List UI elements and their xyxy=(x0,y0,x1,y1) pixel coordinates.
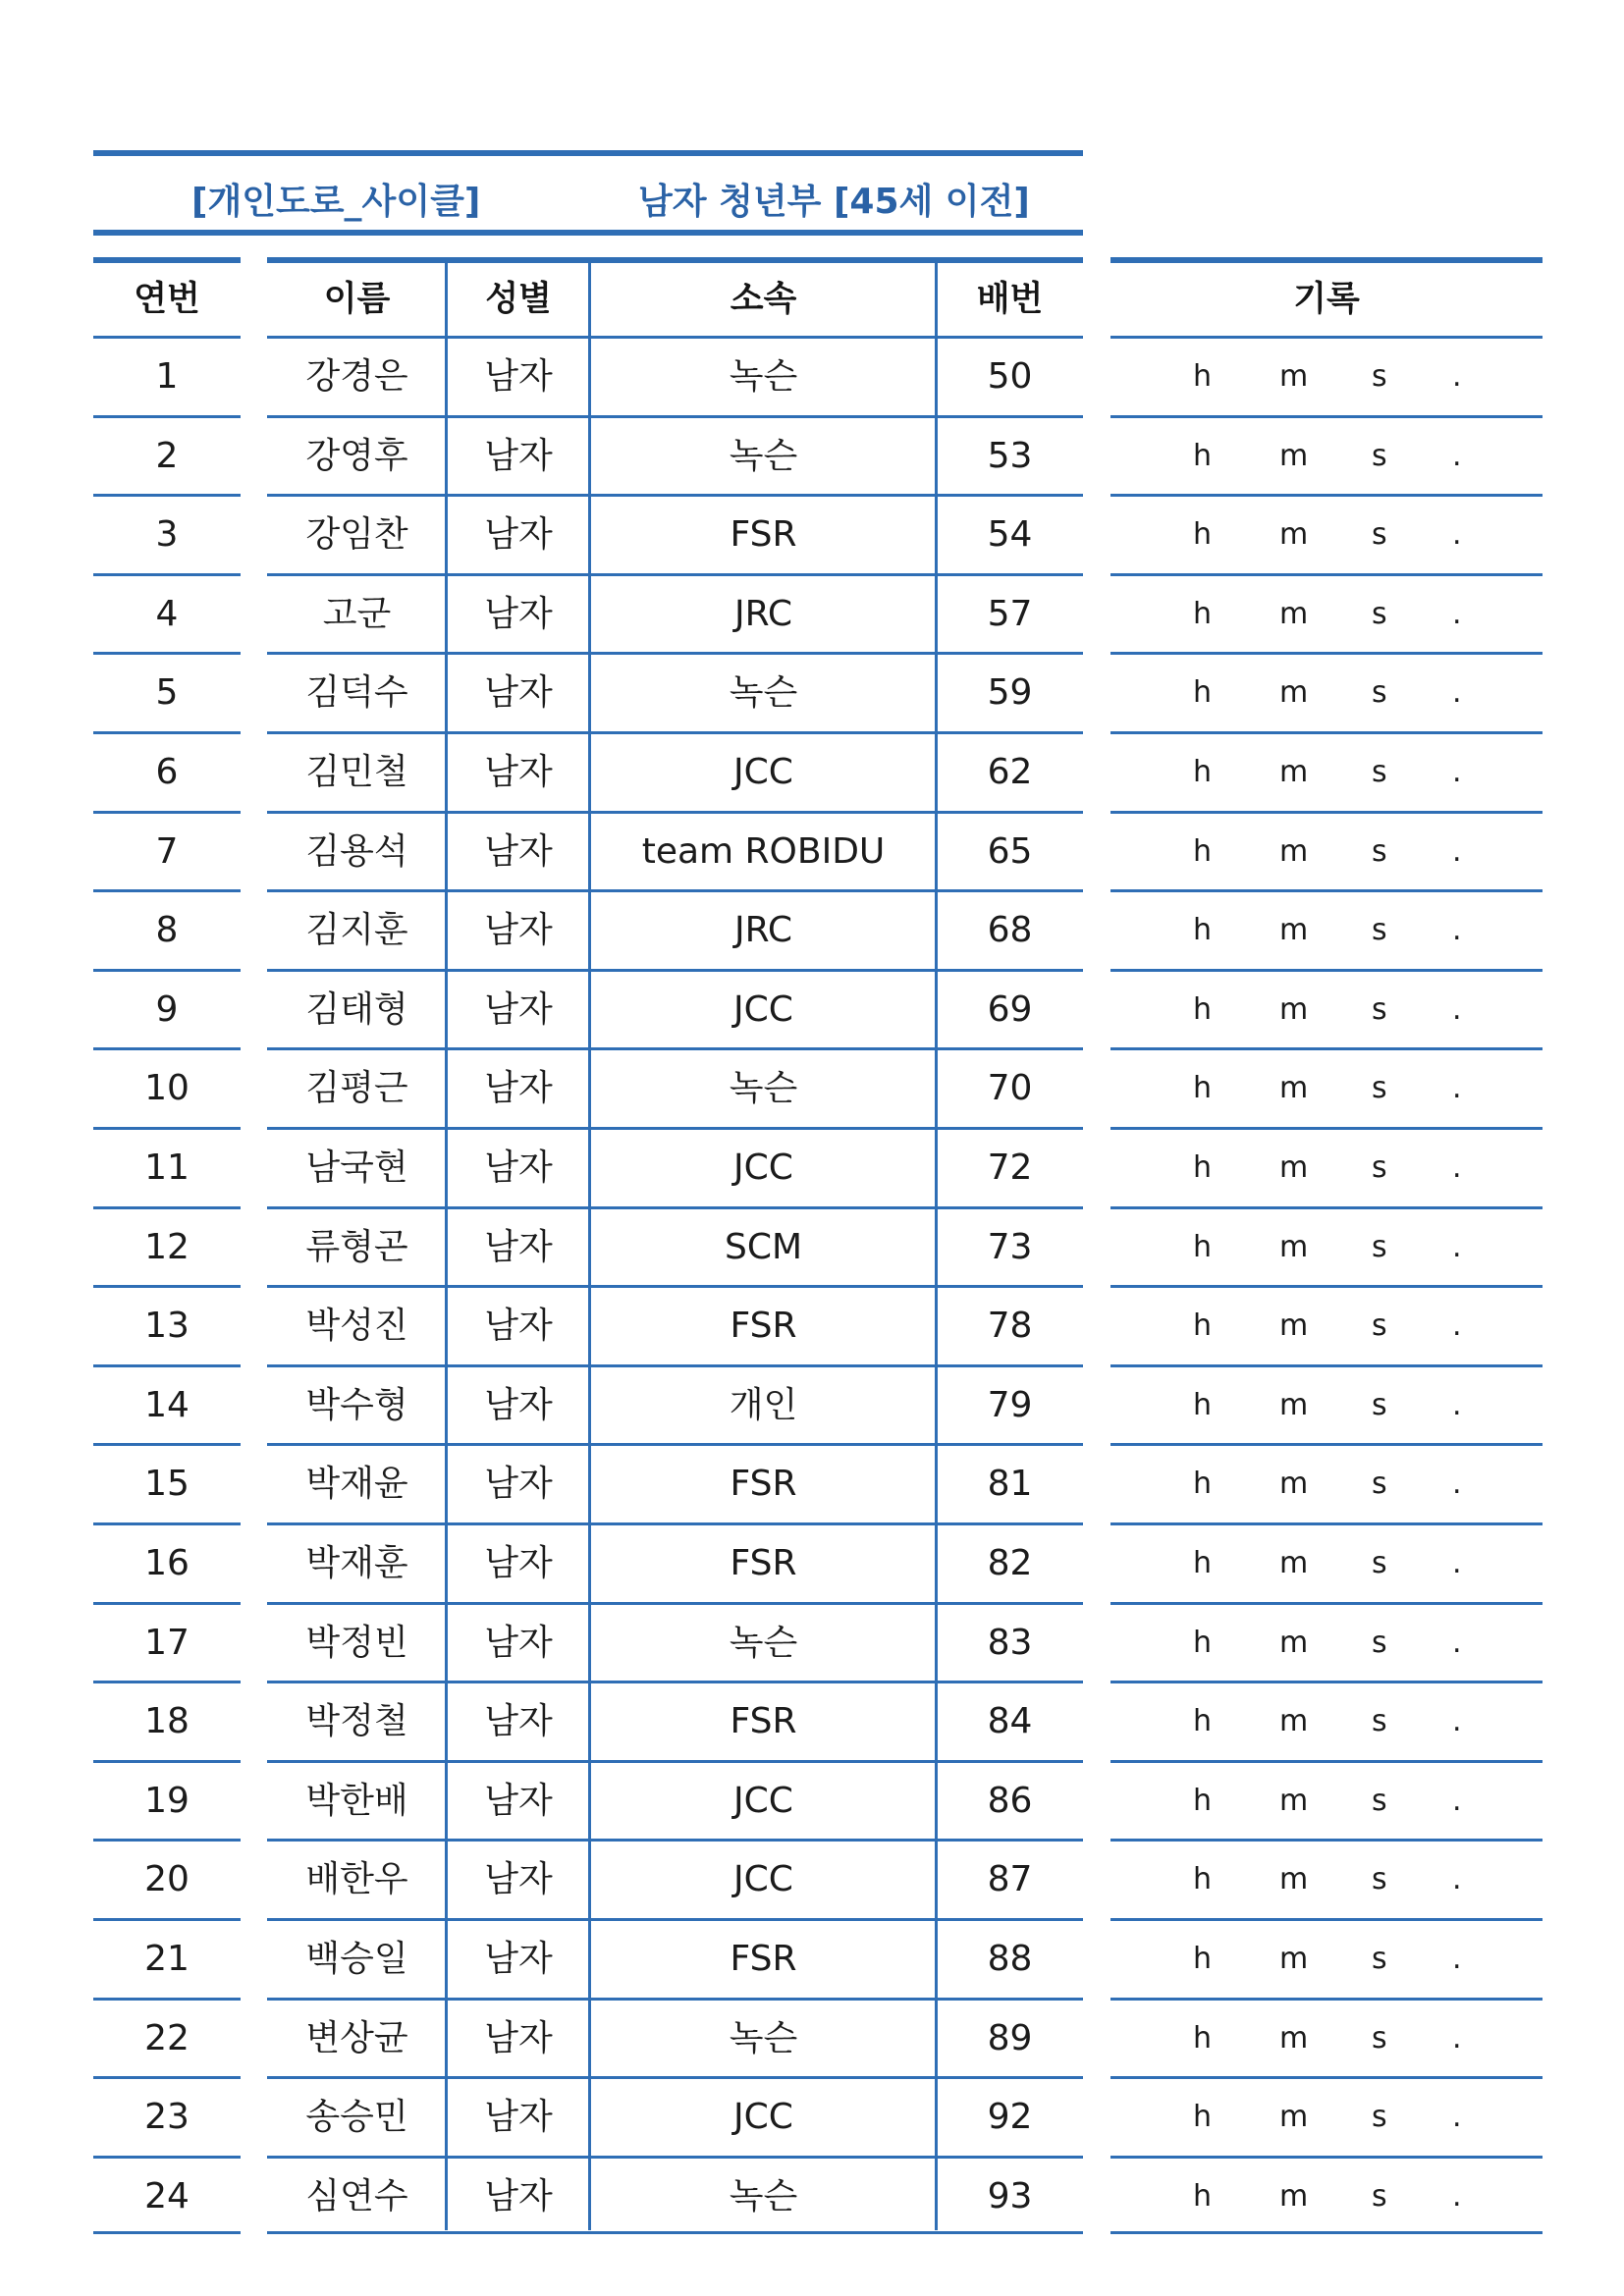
cell-gender: 남자 xyxy=(447,1047,590,1127)
record-decimal-point: . xyxy=(1452,2178,1462,2214)
record-hours-unit: h xyxy=(1193,2020,1213,2056)
cell-no: 15 xyxy=(93,1443,241,1522)
cell-team: 녹슨 xyxy=(590,1047,937,1127)
cell-team: JCC xyxy=(590,1127,937,1206)
record-minutes-unit: m xyxy=(1279,755,1309,789)
record-minutes-unit: m xyxy=(1279,2100,1309,2135)
record-minutes-unit: m xyxy=(1279,675,1309,711)
record-decimal-point: . xyxy=(1452,1387,1462,1422)
cell-name: 박재훈 xyxy=(267,1522,447,1602)
cell-no: 7 xyxy=(93,811,241,890)
record-decimal-point: . xyxy=(1452,1704,1462,1739)
cell-record[interactable] xyxy=(1110,1839,1543,1918)
record-minutes-unit: m xyxy=(1279,991,1309,1027)
record-hours-unit: h xyxy=(1193,1071,1213,1106)
cell-bib: 89 xyxy=(937,1998,1083,2077)
header-team: 소속 xyxy=(590,257,937,336)
cell-team: 녹슨 xyxy=(590,652,937,731)
record-hours-unit: h xyxy=(1193,1467,1213,1502)
cell-name: 심연수 xyxy=(267,2156,447,2235)
cell-record[interactable] xyxy=(1110,1681,1543,1760)
cell-record[interactable] xyxy=(1110,1206,1543,1286)
cell-name: 배한우 xyxy=(267,1839,447,1918)
cell-gender: 남자 xyxy=(447,1602,590,1682)
cell-name: 류형곤 xyxy=(267,1206,447,1286)
cell-name: 강경은 xyxy=(267,336,447,415)
divider-name-gender xyxy=(445,257,448,2230)
cell-bib: 70 xyxy=(937,1047,1083,1127)
cell-no: 19 xyxy=(93,1760,241,1840)
header-record: 기록 xyxy=(1110,257,1543,336)
cell-record[interactable] xyxy=(1110,336,1543,415)
record-hours-unit: h xyxy=(1193,991,1213,1027)
record-decimal-point: . xyxy=(1452,991,1462,1027)
record-minutes-unit: m xyxy=(1279,1704,1309,1739)
record-hours-unit: h xyxy=(1193,675,1213,711)
cell-team: 녹슨 xyxy=(590,2156,937,2235)
cell-no: 3 xyxy=(93,494,241,573)
cell-no: 24 xyxy=(93,2156,241,2235)
cell-record[interactable] xyxy=(1110,969,1543,1048)
record-minutes-unit: m xyxy=(1279,1229,1309,1264)
record-hours-unit: h xyxy=(1193,1783,1213,1818)
cell-bib: 68 xyxy=(937,889,1083,969)
cell-name: 박정빈 xyxy=(267,1602,447,1682)
cell-bib: 82 xyxy=(937,1522,1083,1602)
record-minutes-unit: m xyxy=(1279,438,1309,473)
record-hours-unit: h xyxy=(1193,2178,1213,2214)
record-seconds-unit: s xyxy=(1372,359,1387,394)
cell-bib: 73 xyxy=(937,1206,1083,1286)
record-decimal-point: . xyxy=(1452,1308,1462,1344)
record-minutes-unit: m xyxy=(1279,1546,1309,1580)
cell-bib: 84 xyxy=(937,1681,1083,1760)
record-seconds-unit: s xyxy=(1372,1546,1387,1580)
cell-gender: 남자 xyxy=(447,1998,590,2077)
cell-team: JCC xyxy=(590,731,937,811)
cell-record[interactable] xyxy=(1110,1602,1543,1682)
cell-bib: 81 xyxy=(937,1443,1083,1522)
record-minutes-unit: m xyxy=(1279,1308,1309,1344)
record-seconds-unit: s xyxy=(1372,833,1387,869)
record-decimal-point: . xyxy=(1452,755,1462,789)
cell-gender: 남자 xyxy=(447,1760,590,1840)
cell-name: 송승민 xyxy=(267,2076,447,2156)
record-seconds-unit: s xyxy=(1372,675,1387,711)
record-decimal-point: . xyxy=(1452,1783,1462,1818)
record-hours-unit: h xyxy=(1193,438,1213,473)
cell-record[interactable] xyxy=(1110,1364,1543,1444)
cell-record[interactable] xyxy=(1110,1047,1543,1127)
record-seconds-unit: s xyxy=(1372,596,1387,631)
cell-name: 변상균 xyxy=(267,1998,447,2077)
record-minutes-unit: m xyxy=(1279,913,1309,948)
cell-bib: 65 xyxy=(937,811,1083,890)
record-minutes-unit: m xyxy=(1279,833,1309,869)
record-decimal-point: . xyxy=(1452,1071,1462,1106)
record-minutes-unit: m xyxy=(1279,1942,1309,1976)
record-hours-unit: h xyxy=(1193,755,1213,789)
cell-gender: 남자 xyxy=(447,494,590,573)
record-hours-unit: h xyxy=(1193,833,1213,869)
record-seconds-unit: s xyxy=(1372,1308,1387,1344)
cell-gender: 남자 xyxy=(447,889,590,969)
cell-bib: 72 xyxy=(937,1127,1083,1206)
cell-team: 개인 xyxy=(590,1364,937,1444)
cell-record[interactable] xyxy=(1110,1760,1543,1840)
cell-no: 22 xyxy=(93,1998,241,2077)
record-seconds-unit: s xyxy=(1372,517,1387,553)
record-minutes-unit: m xyxy=(1279,2178,1309,2214)
cell-name: 백승일 xyxy=(267,1918,447,1998)
cell-name: 김용석 xyxy=(267,811,447,890)
cell-bib: 87 xyxy=(937,1839,1083,1918)
cell-name: 김지훈 xyxy=(267,889,447,969)
record-minutes-unit: m xyxy=(1279,517,1309,553)
cell-no: 17 xyxy=(93,1602,241,1682)
cell-team: JCC xyxy=(590,2076,937,2156)
cell-name: 고군 xyxy=(267,573,447,653)
record-hours-unit: h xyxy=(1193,1387,1213,1422)
cell-record[interactable] xyxy=(1110,494,1543,573)
record-minutes-unit: m xyxy=(1279,2020,1309,2056)
record-minutes-unit: m xyxy=(1279,1071,1309,1106)
record-decimal-point: . xyxy=(1452,675,1462,711)
cell-name: 박수형 xyxy=(267,1364,447,1444)
cell-bib: 92 xyxy=(937,2076,1083,2156)
record-hours-unit: h xyxy=(1193,596,1213,631)
record-decimal-point: . xyxy=(1452,359,1462,394)
record-hours-unit: h xyxy=(1193,1308,1213,1344)
cell-bib: 93 xyxy=(937,2156,1083,2235)
record-hours-unit: h xyxy=(1193,1150,1213,1185)
cell-bib: 78 xyxy=(937,1285,1083,1364)
cell-no: 2 xyxy=(93,415,241,495)
record-seconds-unit: s xyxy=(1372,1387,1387,1422)
cell-team: JCC xyxy=(590,1760,937,1840)
record-minutes-unit: m xyxy=(1279,1862,1309,1897)
cell-no: 10 xyxy=(93,1047,241,1127)
cell-name: 강임찬 xyxy=(267,494,447,573)
cell-team: 녹슨 xyxy=(590,415,937,495)
record-minutes-unit: m xyxy=(1279,1150,1309,1185)
cell-team: FSR xyxy=(590,1681,937,1760)
cell-bib: 88 xyxy=(937,1918,1083,1998)
cell-no: 6 xyxy=(93,731,241,811)
record-seconds-unit: s xyxy=(1372,1467,1387,1502)
record-seconds-unit: s xyxy=(1372,755,1387,789)
cell-record[interactable] xyxy=(1110,1443,1543,1522)
cell-team: 녹슨 xyxy=(590,336,937,415)
cell-record[interactable] xyxy=(1110,2156,1543,2235)
cell-team: 녹슨 xyxy=(590,1998,937,2077)
cell-gender: 남자 xyxy=(447,1285,590,1364)
record-hours-unit: h xyxy=(1193,517,1213,553)
record-seconds-unit: s xyxy=(1372,1625,1387,1660)
cell-gender: 남자 xyxy=(447,652,590,731)
record-seconds-unit: s xyxy=(1372,1783,1387,1818)
record-hours-unit: h xyxy=(1193,359,1213,394)
record-decimal-point: . xyxy=(1452,1862,1462,1897)
cell-record[interactable] xyxy=(1110,1127,1543,1206)
header-name: 이름 xyxy=(267,257,447,336)
title-block xyxy=(93,150,1083,236)
cell-no: 14 xyxy=(93,1364,241,1444)
record-seconds-unit: s xyxy=(1372,1862,1387,1897)
cell-record[interactable] xyxy=(1110,2076,1543,2156)
cell-no: 11 xyxy=(93,1127,241,1206)
cell-no: 4 xyxy=(93,573,241,653)
cell-gender: 남자 xyxy=(447,415,590,495)
cell-bib: 83 xyxy=(937,1602,1083,1682)
record-hours-unit: h xyxy=(1193,913,1213,948)
cell-no: 23 xyxy=(93,2076,241,2156)
cell-no: 13 xyxy=(93,1285,241,1364)
cell-gender: 남자 xyxy=(447,1918,590,1998)
record-seconds-unit: s xyxy=(1372,2178,1387,2214)
record-seconds-unit: s xyxy=(1372,1942,1387,1976)
cell-gender: 남자 xyxy=(447,336,590,415)
cell-gender: 남자 xyxy=(447,811,590,890)
cell-no: 18 xyxy=(93,1681,241,1760)
cell-gender: 남자 xyxy=(447,731,590,811)
cell-name: 박한배 xyxy=(267,1760,447,1840)
cell-name: 김덕수 xyxy=(267,652,447,731)
cell-record[interactable] xyxy=(1110,811,1543,890)
cell-team: team ROBIDU xyxy=(590,811,937,890)
record-decimal-point: . xyxy=(1452,2100,1462,2135)
record-minutes-unit: m xyxy=(1279,1467,1309,1502)
record-hours-unit: h xyxy=(1193,1942,1213,1976)
divider-gender-team xyxy=(588,257,591,2230)
record-minutes-unit: m xyxy=(1279,1783,1309,1818)
cell-gender: 남자 xyxy=(447,969,590,1048)
cell-no: 1 xyxy=(93,336,241,415)
record-decimal-point: . xyxy=(1452,833,1462,869)
cell-name: 박재윤 xyxy=(267,1443,447,1522)
record-seconds-unit: s xyxy=(1372,2020,1387,2056)
cell-no: 16 xyxy=(93,1522,241,1602)
cell-team: FSR xyxy=(590,1918,937,1998)
cell-bib: 62 xyxy=(937,731,1083,811)
cell-record[interactable] xyxy=(1110,1998,1543,2077)
record-decimal-point: . xyxy=(1452,596,1462,631)
record-seconds-unit: s xyxy=(1372,1071,1387,1106)
cell-record[interactable] xyxy=(1110,731,1543,811)
record-decimal-point: . xyxy=(1452,913,1462,948)
cell-team: FSR xyxy=(590,494,937,573)
cell-record[interactable] xyxy=(1110,1918,1543,1998)
cell-name: 박정철 xyxy=(267,1681,447,1760)
cell-record[interactable] xyxy=(1110,652,1543,731)
cell-bib: 54 xyxy=(937,494,1083,573)
cell-name: 김민철 xyxy=(267,731,447,811)
cell-bib: 59 xyxy=(937,652,1083,731)
record-hours-unit: h xyxy=(1193,1704,1213,1739)
cell-bib: 50 xyxy=(937,336,1083,415)
record-hours-unit: h xyxy=(1193,1625,1213,1660)
cell-no: 20 xyxy=(93,1839,241,1918)
cell-no: 12 xyxy=(93,1206,241,1286)
cell-gender: 남자 xyxy=(447,1522,590,1602)
cell-gender: 남자 xyxy=(447,1127,590,1206)
cell-bib: 79 xyxy=(937,1364,1083,1444)
event-title: [개인도로_사이클] xyxy=(191,182,481,222)
cell-record[interactable] xyxy=(1110,415,1543,495)
record-decimal-point: . xyxy=(1452,1546,1462,1580)
cell-record[interactable] xyxy=(1110,1522,1543,1602)
record-hours-unit: h xyxy=(1193,1229,1213,1264)
cell-gender: 남자 xyxy=(447,2076,590,2156)
cell-record[interactable] xyxy=(1110,889,1543,969)
cell-name: 김태형 xyxy=(267,969,447,1048)
cell-name: 박성진 xyxy=(267,1285,447,1364)
cell-no: 9 xyxy=(93,969,241,1048)
cell-name: 강영후 xyxy=(267,415,447,495)
record-minutes-unit: m xyxy=(1279,1625,1309,1660)
record-minutes-unit: m xyxy=(1279,596,1309,631)
cell-record[interactable] xyxy=(1110,1285,1543,1364)
record-hours-unit: h xyxy=(1193,2100,1213,2135)
cell-record[interactable] xyxy=(1110,573,1543,653)
record-seconds-unit: s xyxy=(1372,991,1387,1027)
cell-team: JCC xyxy=(590,1839,937,1918)
record-decimal-point: . xyxy=(1452,1150,1462,1185)
cell-gender: 남자 xyxy=(447,1681,590,1760)
cell-no: 8 xyxy=(93,889,241,969)
record-seconds-unit: s xyxy=(1372,2100,1387,2135)
cell-gender: 남자 xyxy=(447,1206,590,1286)
record-decimal-point: . xyxy=(1452,1467,1462,1502)
record-seconds-unit: s xyxy=(1372,1229,1387,1264)
cell-gender: 남자 xyxy=(447,573,590,653)
cell-gender: 남자 xyxy=(447,2156,590,2235)
cell-gender: 남자 xyxy=(447,1839,590,1918)
cell-bib: 57 xyxy=(937,573,1083,653)
record-minutes-unit: m xyxy=(1279,359,1309,394)
cell-team: SCM xyxy=(590,1206,937,1286)
cell-bib: 86 xyxy=(937,1760,1083,1840)
cell-no: 21 xyxy=(93,1918,241,1998)
cell-no: 5 xyxy=(93,652,241,731)
header-no: 연번 xyxy=(93,257,241,336)
cell-team: JCC xyxy=(590,969,937,1048)
cell-gender: 남자 xyxy=(447,1443,590,1522)
cell-team: FSR xyxy=(590,1443,937,1522)
record-decimal-point: . xyxy=(1452,2020,1462,2056)
header-bib: 배번 xyxy=(937,257,1083,336)
record-minutes-unit: m xyxy=(1279,1387,1309,1422)
cell-team: JRC xyxy=(590,889,937,969)
record-decimal-point: . xyxy=(1452,1229,1462,1264)
record-decimal-point: . xyxy=(1452,1625,1462,1660)
record-decimal-point: . xyxy=(1452,1942,1462,1976)
cell-team: FSR xyxy=(590,1522,937,1602)
record-seconds-unit: s xyxy=(1372,913,1387,948)
record-decimal-point: . xyxy=(1452,517,1462,553)
record-seconds-unit: s xyxy=(1372,438,1387,473)
division-title: 남자 청년부 [45세 이전] xyxy=(638,182,1030,222)
divider-team-bib xyxy=(935,257,938,2230)
record-seconds-unit: s xyxy=(1372,1704,1387,1739)
cell-name: 김평근 xyxy=(267,1047,447,1127)
record-decimal-point: . xyxy=(1452,438,1462,473)
record-seconds-unit: s xyxy=(1372,1150,1387,1185)
cell-bib: 53 xyxy=(937,415,1083,495)
cell-team: JRC xyxy=(590,573,937,653)
cell-team: 녹슨 xyxy=(590,1602,937,1682)
cell-bib: 69 xyxy=(937,969,1083,1048)
record-hours-unit: h xyxy=(1193,1546,1213,1580)
cell-gender: 남자 xyxy=(447,1364,590,1444)
cell-team: FSR xyxy=(590,1285,937,1364)
record-hours-unit: h xyxy=(1193,1862,1213,1897)
cell-name: 남국현 xyxy=(267,1127,447,1206)
header-gender: 성별 xyxy=(447,257,590,336)
